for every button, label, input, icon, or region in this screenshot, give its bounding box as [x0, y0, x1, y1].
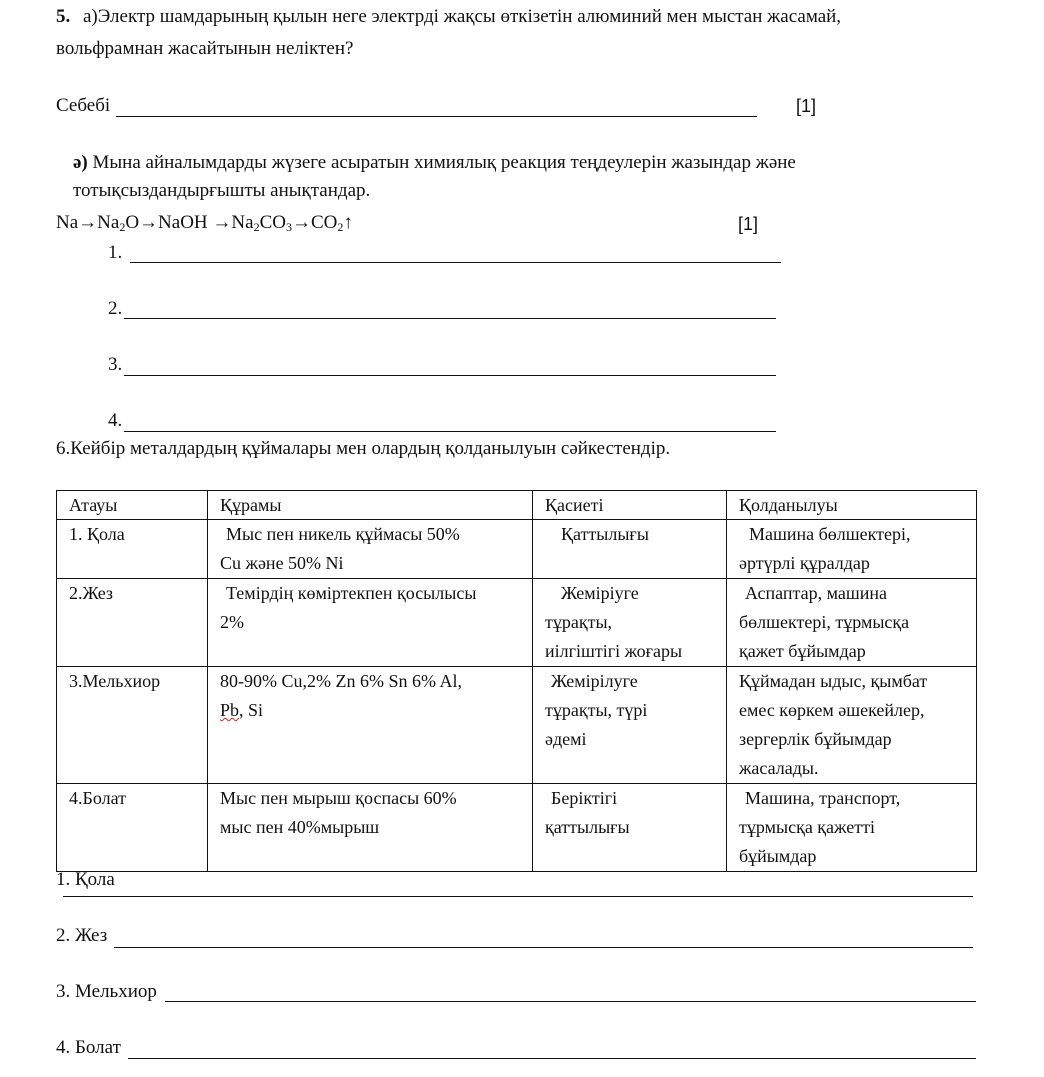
usage-line: қажет бұйымдар [739, 641, 866, 661]
property-line: Қаттылығы [561, 524, 649, 544]
cell-property [533, 667, 727, 784]
composition-line: Cu және 50% Ni [220, 553, 344, 573]
part-b-label: ә) [73, 152, 88, 173]
usage-line: Аспаптар, машина [745, 583, 888, 603]
usage-line: Машина бөлшектері, [749, 524, 911, 544]
chain-sub: 2 [119, 220, 126, 234]
property-line: әдемі [545, 729, 587, 749]
match-answer-line-2[interactable] [114, 947, 973, 948]
question-number: 5. [56, 6, 71, 27]
table-row [57, 667, 977, 784]
property-line: иілгіштігі жоғары [545, 641, 683, 661]
cell-usage [727, 579, 977, 667]
usage-line: әртүрлі құралдар [739, 553, 870, 573]
usage-line: Құймадан ыдыс, қымбат [739, 671, 928, 691]
header-property: Қасиеті [533, 491, 727, 520]
cell-composition [208, 667, 533, 784]
composition-tail: , Si [239, 700, 264, 720]
composition-line: мыс пен 40%мырыш [220, 817, 380, 837]
answer-line-2[interactable] [124, 318, 776, 319]
usage-line: Машина, транспорт, [745, 788, 901, 808]
alloy-name: 4.Болат [69, 788, 126, 808]
match-label-4: 4. Болат [56, 1037, 121, 1058]
property-line: қаттылығы [545, 817, 630, 837]
mark-5a: [1] [796, 96, 817, 116]
cell-usage [727, 520, 977, 579]
composition-line [220, 696, 520, 725]
reason-label: Себебі [56, 95, 111, 116]
question-6-title: 6.Кейбір металдардың құймалары мен олардың қолданылуын сәйкестендір. [56, 438, 671, 459]
up-arrow-icon: ↑ [343, 212, 353, 233]
alloy-name: 2.Жез [69, 583, 114, 603]
match-answer-line-4[interactable] [128, 1058, 976, 1059]
table-row [57, 784, 977, 872]
alloy-name: 3.Мельхиор [69, 671, 161, 691]
property-line: тұрақты, түрі [545, 700, 648, 720]
answer-line-label-4: 4. [108, 410, 123, 431]
question-5-part-b [73, 152, 796, 174]
chain-sub: 2 [337, 220, 344, 234]
cell-composition [208, 579, 533, 667]
usage-line: жасалады. [739, 758, 819, 778]
cell-name [57, 784, 208, 872]
spellcheck-word: Pb [220, 700, 240, 720]
cell-usage [727, 784, 977, 872]
answer-line-label-1: 1. [108, 242, 123, 263]
usage-line: тұрмысқа қажетті [739, 817, 875, 837]
question-5a-text-line1: а)Электр шамдарының қылын неге электрді жақсы өткізетін алюминий мен мыстан жасамай, [83, 6, 842, 27]
chain-co2: CO [310, 212, 338, 233]
chain-na2co3-na: Na [231, 212, 254, 233]
chain-arrow: → [139, 212, 159, 233]
header-composition: Құрамы [208, 491, 533, 520]
answer-line-label-2: 2. [108, 298, 123, 319]
alloy-name: 1. Қола [69, 524, 125, 544]
usage-line: зергерлік бұйымдар [739, 729, 892, 749]
question-5-part-a [56, 6, 841, 28]
composition-line: 80-90% Cu,2% Zn 6% Sn 6% Al, [220, 671, 462, 691]
composition-line: Темірдің көміртекпен қосылысы [226, 583, 477, 603]
header-usage: Қолданылуы [727, 491, 977, 520]
cell-usage [727, 667, 977, 784]
cell-name [57, 520, 208, 579]
cell-composition [208, 784, 533, 872]
match-label-3: 3. Мельхиор [56, 981, 157, 1002]
chain-sub: 3 [285, 220, 292, 234]
chain-arrow: → [212, 212, 232, 233]
match-label-1: 1. Қола [56, 869, 115, 890]
cell-name [57, 667, 208, 784]
answer-line-1[interactable] [130, 262, 781, 263]
match-answer-line-3[interactable] [165, 1001, 976, 1002]
property-line: тұрақты, [545, 612, 613, 632]
property-line: Беріктігі [551, 788, 618, 808]
chain-na: Na [56, 212, 79, 233]
chain-arrow: → [78, 212, 98, 233]
cell-composition [208, 520, 533, 579]
usage-line: бөлшектері, тұрмысқа [739, 612, 910, 632]
composition-line: Мыс пен никель құймасы 50% [226, 524, 460, 544]
answer-line-label-3: 3. [108, 354, 123, 375]
composition-line: 2% [220, 612, 244, 632]
usage-line: бұйымдар [739, 846, 817, 866]
part-b-text-line2: тотықсыздандырғышты анықтандар. [73, 180, 371, 201]
answer-line-4[interactable] [124, 431, 776, 432]
table-row [57, 520, 977, 579]
cell-property [533, 579, 727, 667]
answer-line-3[interactable] [124, 375, 776, 376]
usage-line: емес көркем әшекейлер, [739, 700, 925, 720]
property-line: Жеміріуге [561, 583, 639, 603]
chain-na2co3-co: CO [259, 212, 286, 233]
chain-naoh: NaOH [158, 212, 213, 233]
cell-name [57, 579, 208, 667]
cell-property [533, 784, 727, 872]
composition-line: Мыс пен мырыш қоспасы 60% [220, 788, 457, 808]
chain-sub: 2 [253, 220, 260, 234]
part-b-text-line1: Мына айналымдарды жүзеге асыратын химиялық реакция теңдеулерін жазындар және [92, 152, 796, 173]
chain-na2o-na: Na [97, 212, 120, 233]
reaction-chain [56, 212, 353, 234]
match-answer-line-1[interactable] [63, 896, 973, 897]
match-label-2: 2. Жез [56, 925, 108, 946]
table-header-row [57, 491, 977, 520]
alloys-table [56, 490, 977, 872]
cell-property [533, 520, 727, 579]
table-row [57, 579, 977, 667]
chain-arrow: → [291, 212, 311, 233]
property-line: Жемірілуге [551, 671, 638, 691]
header-name: Атауы [57, 491, 208, 520]
mark-5b: [1] [738, 214, 759, 234]
question-5a-text-line2: вольфрамнан жасайтынын неліктен? [56, 38, 354, 59]
reason-answer-line[interactable] [116, 116, 757, 117]
chain-na2o-o: O [125, 212, 140, 233]
